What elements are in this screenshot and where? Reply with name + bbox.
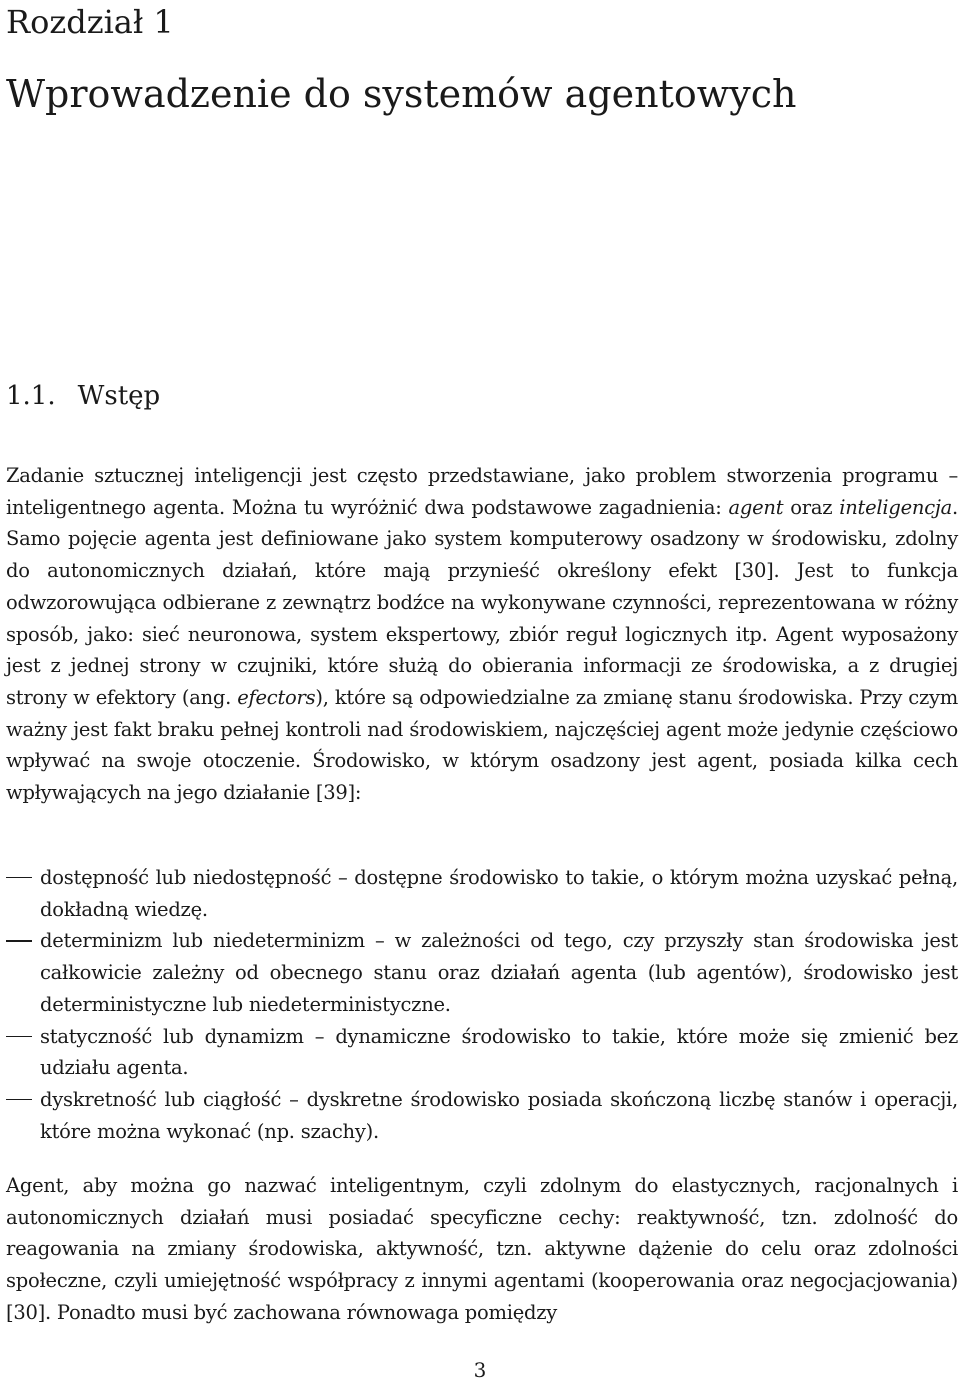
section-title: Wstęp xyxy=(77,381,161,411)
paragraph-text: Zadanie sztucznej inteligencji jest często przedstawiane, jako problem stworzenia programu – inteligentnego agenta. Można tu wyróżnić dwa podstawowe zagadnienia: xyxy=(6,464,958,519)
dash-bullet xyxy=(6,1099,32,1100)
environment-features-list xyxy=(6,862,958,1147)
dash-bullet xyxy=(6,940,32,941)
list-item xyxy=(6,925,958,1020)
list-item xyxy=(6,862,958,925)
chapter-title: Wprowadzenie do systemów agentowych xyxy=(6,72,797,116)
list-item xyxy=(6,1021,958,1084)
term-intelligence: inteligencja xyxy=(839,495,953,519)
list-item-text: statyczność lub dynamizm – dynamiczne środowisko to takie, które może się zmienić bez udziału agenta. xyxy=(40,1024,958,1080)
chapter-label: Rozdział 1 xyxy=(6,3,174,41)
term-agent: agent xyxy=(728,495,784,519)
dash-bullet xyxy=(6,877,32,878)
paragraph-intelligent-agent: Agent, aby można go nazwać inteligentnym, czyli zdolnym do elastycznych, racjonalnych i autonomicznych działań musi posiadać specyficzne cechy: reaktywność, tzn. zdolność do reagowania na zmiany środowiska, aktywność, tzn. aktywne dążenie do celu oraz zdolności społeczne, czyli umiejętność współpracy z innymi agentami (kooperowania oraz negocjacjowania) [30]. Ponadto musi być zachowana równowaga pomiędzy xyxy=(6,1174,958,1324)
paragraph-intro xyxy=(6,460,958,809)
paragraph-text: oraz xyxy=(783,495,840,519)
paragraph-text: . Samo pojęcie agenta jest definiowane jako system komputerowy osadzony w środowisku, zdolny do autonomicznych działań, które mają przynieść określony efekt [30]. Jest to funkcja odwzorowująca odbierane z zewnątrz bodźce na wykonywane czynności, reprezentowana w różny sposób, jako: sieć neuronowa, system ekspertowy, zbiór reguł logicznych itp. Agent wyposażony jest z jednej strony w czujniki, które służą do obierania informacji ze środowiska, a z drugiej strony w efektory (ang. xyxy=(6,495,958,709)
section-heading xyxy=(6,376,160,416)
dash-bullet xyxy=(6,1036,32,1037)
section-number: 1.1. xyxy=(6,381,56,411)
paragraph-text: ), które są odpowiedzialne za zmianę stanu środowiska. Przy czym ważny jest fakt braku pełnej kontroli nad środowiskiem, najczęściej agent może jedynie częściowo wpływać na swoje otoczenie. Środowisko, w którym osadzony jest agent, posiada kilka cech wpływających na jego działanie [39]: xyxy=(6,685,958,805)
list-item-text: dostępność lub niedostępność – dostępne środowisko to takie, o którym można uzyskać pełną, dokładną wiedzę. xyxy=(40,866,958,921)
term-efectors: efectors xyxy=(237,685,316,709)
list-item-text: dyskretność lub ciągłość – dyskretne środowisko posiada skończoną liczbę stanów i operacji, które można wykonać (np. szachy). xyxy=(40,1087,958,1143)
page-number: 3 xyxy=(473,1358,487,1382)
list-item xyxy=(6,1084,958,1147)
list-item-text: determinizm lub niedeterminizm – w zależności od tego, czy przyszły stan środowiska jest całkowicie zależny od obecnego stanu oraz działań agenta (lub agentów), środowisko jest deterministyczne lub niedeterministyczne. xyxy=(40,929,958,1016)
